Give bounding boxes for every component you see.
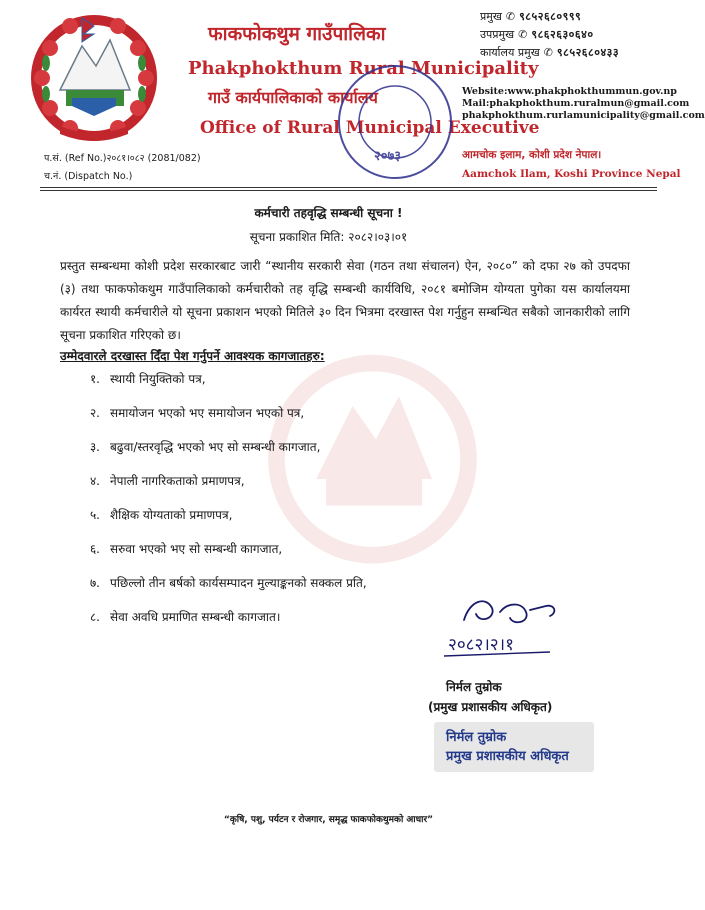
item-text: सेवा अवधि प्रमाणित सम्बन्धी कागजात। (110, 610, 281, 624)
footer-motto: “कृषि, पशु, पर्यटन र रोजगार, समृद्ध फाकफोकथुमको आधार” (223, 815, 434, 825)
required-docs-heading: उम्मेदवारले दरखास्त दिँदा पेश गर्नुपर्ने आवश्यक कागजातहरु: (60, 349, 325, 363)
list-item (80, 404, 367, 438)
item-text: नेपाली नागरिकताको प्रमाणपत्र, (110, 474, 245, 488)
municipality-name-np: फाकफोकथुम गाउँपालिका (208, 23, 386, 45)
mail-text-1: Mail:phakphokthum.ruralmun@gmail.com (462, 98, 690, 109)
phone-icon: ✆ (505, 10, 516, 23)
seal-title: प्रमुख प्रशासकीय अधिकृत (446, 749, 569, 764)
item-text: स्थायी नियुक्तिको पत्र, (110, 372, 206, 386)
phone-label: कार्यालय प्रमुख (480, 46, 540, 59)
municipality-name-en: Phakphokthum Rural Municipality (188, 58, 539, 79)
signatory-title: (प्रमुख प्रशासकीय अधिकृत) (428, 700, 553, 714)
item-number: ७. (89, 576, 100, 590)
phone-list (480, 8, 619, 62)
item-text: समायोजन भएको भए समायोजन भएको पत्र, (110, 406, 305, 420)
item-number: ५. (89, 508, 100, 522)
notice-subject: कर्मचारी तहवृद्धि सम्बन्धी सूचना ! (254, 206, 403, 220)
phone-row-chief (480, 8, 619, 26)
item-number: ४. (89, 474, 100, 488)
office-round-stamp (330, 60, 460, 185)
item-text: बढुवा/स्तरवृद्धि भएको भए सो सम्बन्धी कागजात, (110, 440, 321, 454)
item-text: पछिल्लो तीन बर्षको कार्यसम्पादन मुल्याङ्कनको सक्कल प्रति, (110, 576, 367, 590)
signed-date: २०८२।२।१ (448, 635, 514, 655)
ref-number: प.सं. (Ref No.)२०८१।०८२ (2081/082) (44, 153, 201, 164)
phone-number: ९८५२६८०४३३ (556, 46, 620, 59)
notice-body: प्रस्तुत सम्बन्धमा कोशी प्रदेश सरकारबाट जारी “स्थानीय सरकारी सेवा (गठन तथा संचालन) ऐन, २०८०” को दफा २७ को उपदफा (३) तथा फाकफोकथुम गाउँपालिकाको कर्मचारीको तह वृद्धि सम्बन्धी कार्यविधि, २०८१ बमोजिम योग्यता पुगेका यस कार्यालयमा कार्यरत स्थायी कर्मचारीले यो सूचना प्रकाशन भएको मितिले ३० दिन भित्रमा दरखास्त पेश गर्नुहुन सम्बन्धित सबैको जानकारीको लागि सूचना प्रकाशित गरिएको छ। (60, 259, 630, 342)
item-text: शैक्षिक योग्यताको प्रमाणपत्र, (110, 508, 233, 522)
list-item (80, 370, 367, 404)
list-item (80, 608, 367, 642)
item-number: ६. (89, 542, 100, 556)
item-number: १. (89, 372, 100, 386)
notice-published-date: सूचना प्रकाशित मिति: २०८२।०३।०१ (249, 230, 408, 244)
list-item (80, 438, 367, 472)
handwritten-signature (430, 590, 570, 662)
list-item (80, 540, 367, 574)
phone-number: ९८५२६८०९९९ (519, 10, 582, 23)
phone-label: प्रमुख (480, 10, 502, 23)
item-number: २. (89, 406, 100, 420)
item-text: सरुवा भएको भए सो सम्बन्धी कागजात, (110, 542, 283, 556)
phone-row-office (480, 44, 619, 62)
contact-info (462, 86, 705, 122)
header-divider (40, 187, 657, 188)
phone-label: उपप्रमुख (480, 28, 515, 41)
phone-number: ९८६२६३०६४० (531, 28, 594, 41)
office-name-np: गाउँ कार्यपालिकाको कार्यालय (208, 88, 378, 107)
office-name-en: Office of Rural Municipal Executive (200, 118, 540, 138)
reference-block (44, 150, 201, 186)
header-divider-2 (40, 190, 657, 191)
seal-name: निर्मल तुम्रोक (446, 730, 507, 745)
address-np: आमचोक इलाम, कोशी प्रदेश नेपाल। (462, 149, 602, 161)
phone-row-deputy (480, 26, 619, 44)
mail-text-2: phakphokthum.rurlamunicipality@gmail.com (462, 110, 705, 121)
dispatch-number: च.नं. (Dispatch No.) (44, 171, 133, 182)
signatory-name: निर्मल तुम्रोक (446, 680, 502, 694)
stamp-year: २०७३ (374, 149, 402, 164)
nepal-emblem-logo (20, 8, 168, 143)
list-item (80, 574, 367, 608)
phone-icon: ✆ (518, 28, 528, 41)
website-text: Website:www.phakphokthummun.gov.np (462, 86, 677, 97)
address-en: Aamchok Ilam, Koshi Province Nepal (462, 168, 681, 180)
item-number: ३. (89, 440, 100, 454)
phone-icon: ✆ (543, 46, 553, 59)
required-docs-list (80, 370, 367, 642)
list-item (80, 506, 367, 540)
address-block (462, 146, 681, 184)
list-item (80, 472, 367, 506)
item-number: ८. (89, 610, 100, 624)
